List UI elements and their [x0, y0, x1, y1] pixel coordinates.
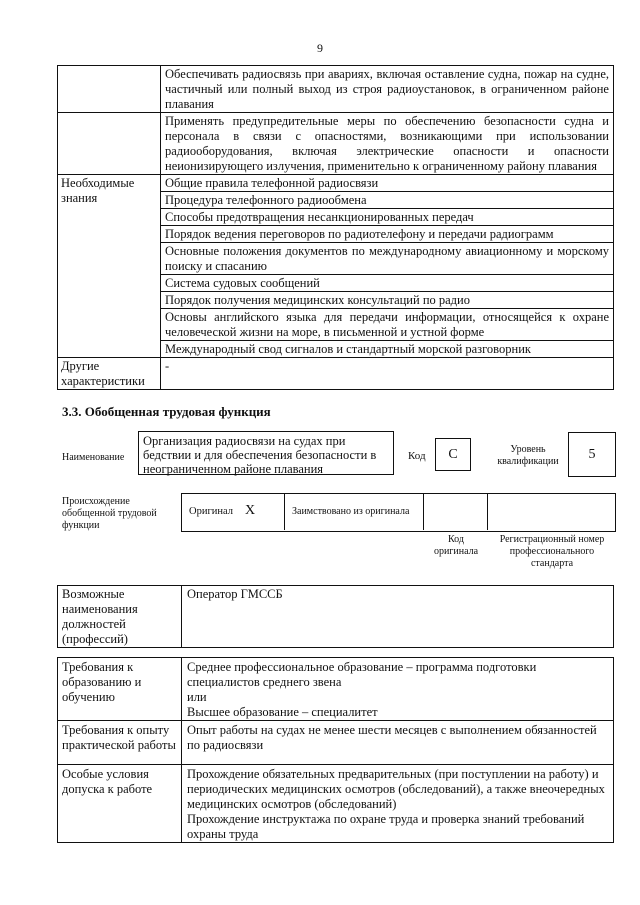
original-cell — [181, 493, 285, 530]
education-line: Высшее образование – специалитет — [187, 705, 378, 719]
education-line: или — [187, 690, 207, 704]
knowledge-item: Процедура телефонного радиообмена — [161, 192, 614, 209]
level-value: 5 — [568, 432, 616, 477]
name-label: Наименование — [62, 452, 125, 463]
positions-label: Возможные наименования должностей (профессий) — [58, 586, 182, 648]
knowledge-item: Основы английского языка для передачи информации, относящейся к охране человеческой жизни на море, в письменной и устной форме — [161, 309, 614, 341]
borrowed-cell — [284, 493, 424, 530]
action-item: Применять предупредительные меры по обеспечению безопасности судна и персонала в связи с опасностями, возникающими при использовании радиооборудования, включая электрические опасности и опасности неионизирующего излучения, применительно к ограниченному району плавания — [161, 113, 614, 175]
education-label: Требования к образованию и обучению — [58, 658, 182, 721]
experience-value: Опыт работы на судах не менее шести месяцев с выполнением обязанностей по радиосвязи — [182, 721, 614, 765]
conditions-value — [182, 765, 614, 843]
code-value: С — [435, 438, 471, 471]
knowledge-item: Порядок получения медицинских консультаций по радио — [161, 292, 614, 309]
code-label: Код — [408, 450, 426, 462]
level-label: Уровень квалификации — [497, 444, 559, 467]
knowledge-label: Необходимые знания — [58, 175, 161, 358]
table-row — [58, 765, 614, 843]
conditions-label: Особые условия допуска к работе — [58, 765, 182, 843]
table-row — [58, 113, 614, 175]
knowledge-item: Общие правила телефонной радиосвязи — [161, 175, 614, 192]
positions-value: Оператор ГМССБ — [182, 586, 614, 648]
empty-label-cell — [58, 66, 161, 113]
positions-table — [57, 585, 614, 648]
reg-number-label: Регистрационный номер профессионального стандарта — [499, 534, 605, 569]
labor-actions-table — [57, 65, 614, 390]
education-value — [182, 658, 614, 721]
table-row — [58, 66, 614, 113]
borrowed-label: Заимствовано из оригинала — [292, 506, 410, 517]
table-row — [58, 175, 614, 192]
section-heading: 3.3. Обобщенная трудовая функция — [62, 404, 271, 419]
knowledge-item: Порядок ведения переговоров по радиотелефону и передачи радиограмм — [161, 226, 614, 243]
knowledge-item: Международный свод сигналов и стандартный морской разговорник — [161, 341, 614, 358]
knowledge-item: Система судовых сообщений — [161, 275, 614, 292]
table-row — [58, 658, 614, 721]
table-row — [58, 358, 614, 390]
knowledge-item: Способы предотвращения несанкционированных передач — [161, 209, 614, 226]
other-value: - — [161, 358, 614, 390]
empty-label-cell — [58, 113, 161, 175]
table-row — [58, 721, 614, 765]
page-number: 9 — [317, 41, 323, 55]
other-label: Другие характеристики — [58, 358, 161, 390]
education-line: Среднее профессиональное образование – программа подготовки специалистов среднего звена — [187, 660, 537, 689]
origin-label: Происхождение обобщенной трудовой функции — [62, 496, 157, 531]
knowledge-item: Основные положения документов по международному авиационному и морскому поиску и спасанию — [161, 243, 614, 275]
conditions-line: Прохождение инструктажа по охране труда и проверка знаний требований охраны труда — [187, 812, 585, 841]
function-name-box: Организация радиосвязи на судах при бедствии и для обеспечения безопасности в неограниченном районе плавания — [138, 431, 394, 475]
conditions-line: Прохождение обязательных предварительных (при поступлении на работу) и периодических медицинских осмотров (обследований), а также внеочередных медицинских осмотров (обследований) — [187, 767, 605, 811]
original-mark: Х — [245, 503, 256, 518]
origin-code-cell — [423, 493, 488, 530]
original-label: Оригинал — [189, 506, 233, 517]
table-row — [58, 586, 614, 648]
origin-code-label: Код оригинала — [433, 534, 479, 557]
action-item: Обеспечивать радиосвязь при авариях, включая оставление судна, пожар на судне, частичный или полный выход из строя радиоустановок, в ограниченном районе плавания — [161, 66, 614, 113]
experience-label: Требования к опыту практической работы — [58, 721, 182, 765]
requirements-table — [57, 657, 614, 843]
